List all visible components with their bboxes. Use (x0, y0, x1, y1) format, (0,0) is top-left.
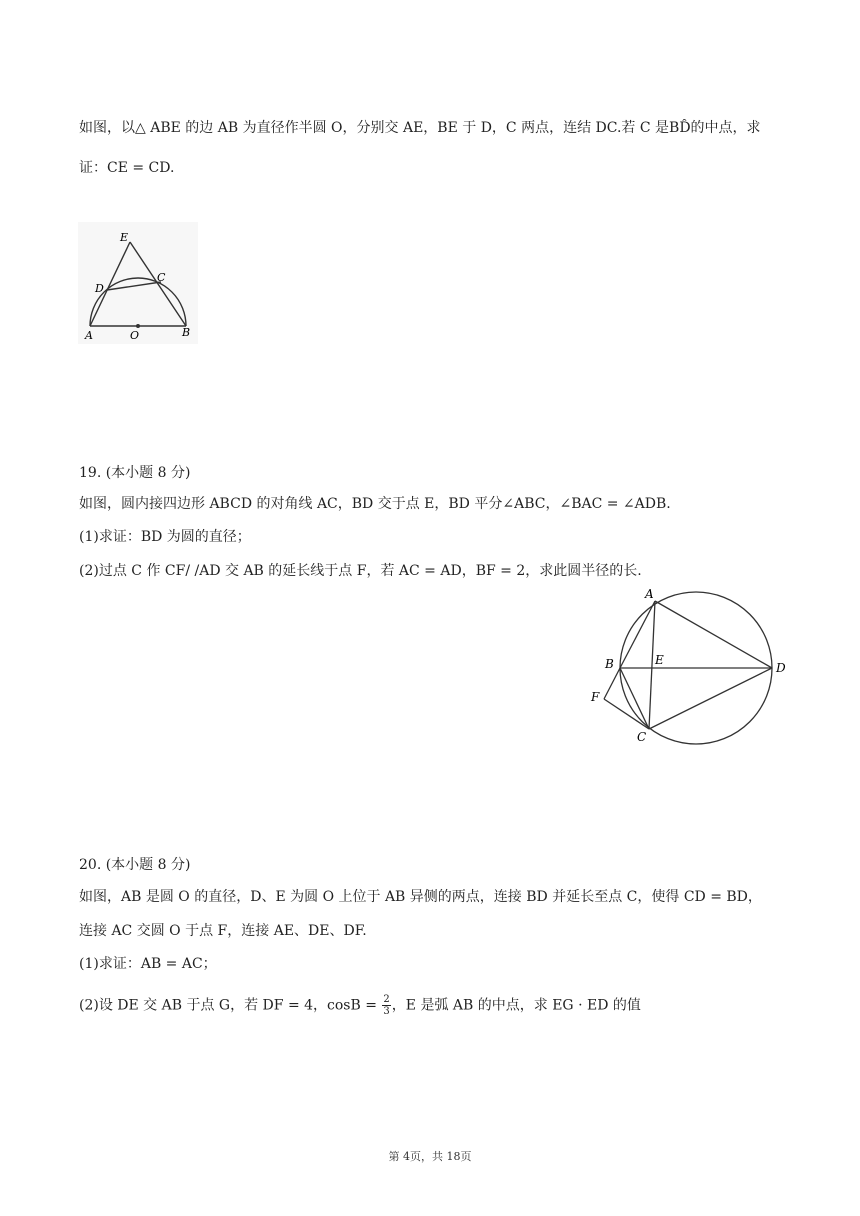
q18-stem-line2: 证：CE = CD. (79, 160, 175, 176)
q19-header: 19. (本小题 8 分) (79, 465, 191, 481)
q20-part2-text-b: ，E 是弧 AB 的中点，求 EG · ED 的值 (391, 997, 641, 1014)
segment-bf (604, 668, 620, 699)
label-o: O (130, 329, 140, 342)
q19-stem: 如图，圆内接四边形 ABCD 的对角线 AC，BD 交于点 E，BD 平分∠ABC，∠BAC = ∠ADB. (79, 496, 671, 512)
q18-stem-line1: 如图，以△ ABE 的边 AB 为直径作半圆 O，分别交 AE，BE 于 D，C 两点，连结 DC.若 C 是BD̂的中点，求 (79, 120, 761, 136)
q20-part2-text-a: (2)设 DE 交 AB 于点 G，若 DF = 4，cosB = (79, 997, 382, 1014)
label-d: D (95, 282, 104, 295)
q19-part2: (2)过点 C 作 CF/ /AD 交 AB 的延长线于点 F，若 AC = AD，BF = 2，求此圆半径的长. (79, 563, 642, 579)
label-b: B (182, 326, 191, 339)
label-c: C (637, 730, 647, 744)
q20-stem-line2: 连接 AC 交圆 O 于点 F，连接 AE、DE、DF. (79, 923, 367, 939)
center-point-o (136, 324, 140, 328)
q19-part1: (1)求证：BD 为圆的直径； (79, 529, 251, 545)
segment-cd (649, 668, 772, 729)
segment-ad (655, 601, 772, 668)
label-e: E (120, 231, 129, 244)
q19-figure (585, 584, 795, 746)
label-d: D (776, 661, 786, 675)
page-footer: 第 4页，共 18页 (388, 1150, 472, 1163)
fraction (382, 994, 390, 1017)
q20-part1: (1)求证：AB = AC； (79, 956, 217, 972)
q18-figure (78, 222, 198, 344)
q20-stem-line1: 如图，AB 是圆 O 的直径，D、E 为圆 O 上位于 AB 异侧的两点，连接 BD 并延长至点 C，使得 CD = BD， (79, 889, 762, 905)
q20-part2 (79, 994, 641, 1017)
label-b: B (605, 657, 614, 671)
label-e: E (655, 653, 664, 667)
label-f: F (591, 690, 600, 704)
q20-header: 20. (本小题 8 分) (79, 857, 191, 873)
label-a: A (645, 587, 654, 601)
segment-ab (620, 601, 655, 668)
label-a: A (85, 329, 93, 342)
label-c: C (157, 271, 166, 284)
fraction-numerator: 2 (383, 994, 390, 1005)
fraction-denominator: 3 (383, 1006, 390, 1017)
